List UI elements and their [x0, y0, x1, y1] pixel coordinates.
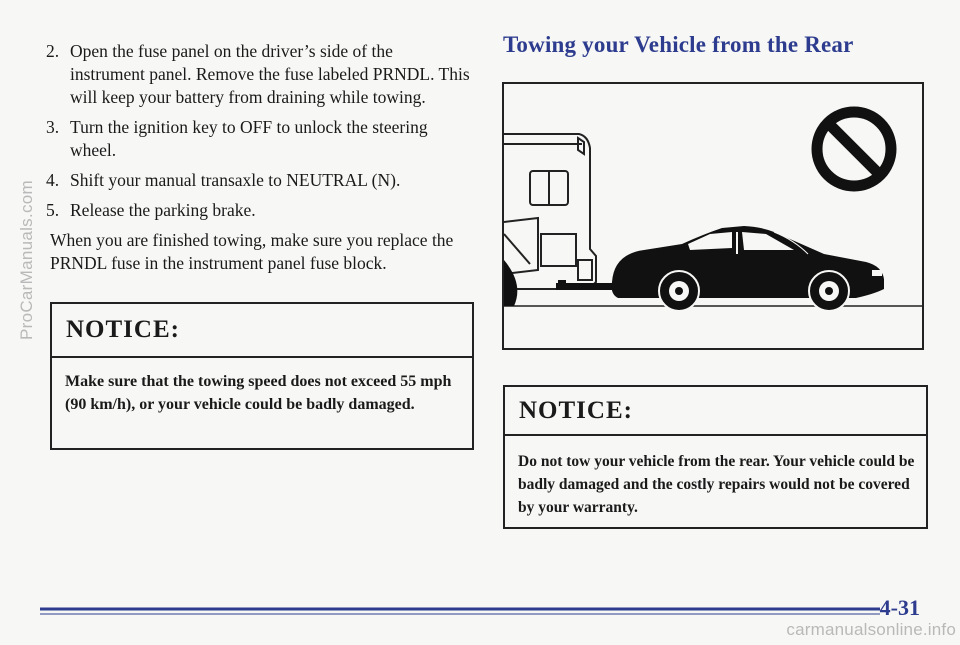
section-title: Towing your Vehicle from the Rear [503, 32, 854, 57]
page-number: 4-31 [879, 595, 920, 620]
notice-heading: NOTICE: [505, 387, 926, 436]
step-item [46, 116, 471, 162]
step-item [46, 40, 471, 109]
side-watermark: ProCarManuals.com [17, 179, 36, 341]
rear-towing-illustration [502, 82, 924, 350]
step-item [46, 199, 471, 222]
rear-towing-notice [503, 385, 928, 529]
step-text: Open the fuse panel on the driver’s side of the instrument panel. Remove the fuse labeled PRNDL. This will keep your battery from draining while towing. [70, 41, 470, 107]
step-item [46, 169, 471, 192]
notice-body: Do not tow your vehicle from the rear. Your vehicle could be badly damaged and the costly repairs would not be covered by your warranty. [518, 453, 915, 516]
prohibition-icon [817, 112, 891, 186]
footer-rule [40, 600, 880, 616]
step-number: 4. [46, 170, 60, 190]
step-number: 5. [46, 200, 60, 220]
step-text: Shift your manual transaxle to NEUTRAL (N). [70, 170, 401, 190]
tow-truck-icon [504, 134, 596, 289]
notice-body: Make sure that the towing speed does not exceed 55 mph (90 km/h), or your vehicle could be badly damaged. [65, 373, 452, 413]
step-text: Release the parking brake. [70, 200, 256, 220]
tow-truck-car-drawing [504, 84, 922, 348]
notice-heading: NOTICE: [52, 304, 472, 358]
car-icon [612, 226, 884, 311]
step-number: 2. [46, 41, 60, 61]
step-text: Turn the ignition key to OFF to unlock the steering wheel. [70, 117, 428, 160]
towing-speed-notice [50, 302, 474, 450]
footer-watermark: carmanualsonline.info [786, 620, 956, 639]
step-number: 3. [46, 117, 60, 137]
instructions-column [46, 40, 471, 275]
replace-fuse-paragraph: When you are finished towing, make sure you replace the PRNDL fuse in the instrument panel fuse block. [50, 230, 454, 273]
